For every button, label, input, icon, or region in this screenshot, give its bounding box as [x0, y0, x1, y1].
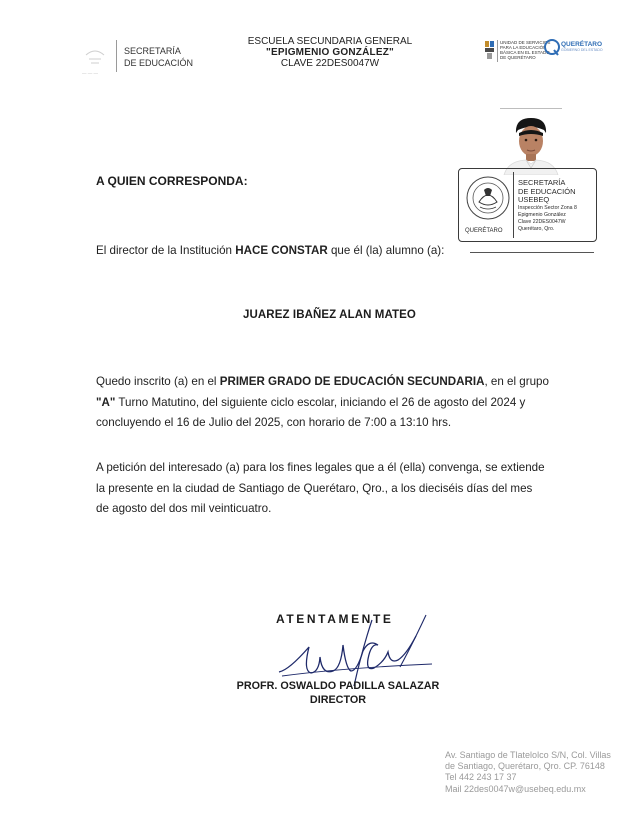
usebeq-line-2: PARA LA EDUCACIÓN	[500, 45, 547, 50]
student-name: JUAREZ IBAÑEZ ALAN MATEO	[243, 309, 416, 321]
header-divider	[116, 40, 117, 72]
paragraph-enrollment	[96, 372, 549, 434]
stamp-line-7: Querétaro, Qro.	[518, 226, 555, 233]
intro-text-post: que él (la) alumno (a):	[327, 244, 445, 257]
usebeq-text	[500, 40, 550, 60]
national-seal-icon	[465, 175, 511, 221]
stamp-divider	[513, 172, 514, 238]
queretaro-text	[561, 41, 603, 53]
usebeq-line-3: BÁSICA EN EL ESTADO	[500, 50, 550, 55]
queretaro-logo-icon	[544, 38, 560, 56]
ministry-line-1: SECRETARÍA	[124, 46, 181, 56]
enrollment-shift: Turno Matutino, del siguiente ciclo escolar, iniciando el 26 de agosto del 2024 y	[115, 395, 526, 409]
intro-underline	[470, 252, 594, 253]
stamp-line-1: SECRETARÍA	[518, 178, 566, 187]
usebeq-divider	[497, 40, 498, 62]
address-line-2: de Santiago, Querétaro, Qro. CP. 76148	[445, 761, 605, 772]
address-line-1: Av. Santiago de Tlatelolco S/N, Col. Villas	[445, 750, 611, 760]
school-heading	[230, 36, 430, 69]
stamp-line-3: USEBEQ	[518, 195, 550, 204]
intro-line	[96, 241, 444, 262]
footer-address	[445, 750, 611, 795]
ministry-emblem-icon	[78, 45, 112, 73]
stamp-line-5: Epigmenio González	[518, 211, 566, 218]
official-stamp	[458, 168, 597, 242]
school-name: "EPIGMENIO GONZÁLEZ"	[266, 47, 394, 58]
enrollment-group: "A"	[96, 395, 116, 409]
usebeq-line-4: DE QUERÉTARO	[500, 55, 536, 60]
stamp-text-block	[518, 179, 577, 234]
enrollment-line-1	[96, 372, 549, 393]
school-key: CLAVE 22DES0047W	[280, 58, 380, 69]
stamp-line-6: Clave 22DES0047W	[518, 219, 566, 226]
address-line-4: Mail 22des0047w@usebeq.edu.mx	[445, 783, 586, 794]
enrollment-pre: Quedo inscrito (a) en el	[96, 375, 220, 388]
usebeq-logo-icon	[484, 40, 496, 60]
enrollment-post: , en el grupo	[484, 375, 549, 388]
intro-text-pre: El director de la Institución	[96, 244, 236, 257]
signer-title: DIRECTOR	[309, 694, 367, 706]
enrollment-line-2	[96, 393, 549, 414]
student-photo	[500, 108, 562, 175]
closing: ATENTAMENTE	[276, 612, 394, 626]
school-type: ESCUELA SECUNDARIA GENERAL	[247, 36, 413, 47]
header	[0, 0, 638, 90]
queretaro-name: QUERÉTARO	[561, 41, 603, 48]
enrollment-grade: PRIMER GRADO DE EDUCACIÓN SECUNDARIA	[219, 375, 485, 388]
ministry-emblem-caption: — — —	[82, 71, 99, 76]
purpose-line-3: de agosto del dos mil veinticuatro.	[96, 502, 272, 516]
ministry-line-2: DE EDUCACIÓN	[124, 58, 194, 68]
paragraph-purpose	[96, 458, 545, 520]
purpose-line-1: A petición del interesado (a) para los fines legales que a él (ella) convenga, se extiende	[96, 461, 545, 474]
stamp-line-2: DE EDUCACIÓN	[518, 186, 576, 196]
usebeq-line-1: UNIDAD DE SERVICIOS	[500, 40, 551, 45]
stamp-line-4: Inspección Sector Zona 8	[518, 204, 577, 211]
seal-caption: QUERÉTARO	[465, 228, 503, 234]
intro-text-bold: HACE CONSTAR	[235, 244, 328, 257]
ministry-name	[124, 45, 193, 69]
address-line-3: Tel 442 243 17 37	[445, 772, 517, 783]
enrollment-line-3: concluyendo el 16 de Julio del 2025, con horario de 7:00 a 13:10 hrs.	[96, 416, 452, 430]
queretaro-subtitle: GOBIERNO DEL ESTADO	[561, 48, 603, 52]
addressee: A QUIEN CORRESPONDA:	[96, 174, 248, 188]
purpose-line-2: la presente en la ciudad de Santiago de Querétaro, Qro., a los dieciséis días del mes	[96, 481, 533, 495]
student-portrait-icon	[500, 109, 562, 175]
signer-name: PROFR. OSWALDO PADILLA SALAZAR	[236, 680, 440, 692]
